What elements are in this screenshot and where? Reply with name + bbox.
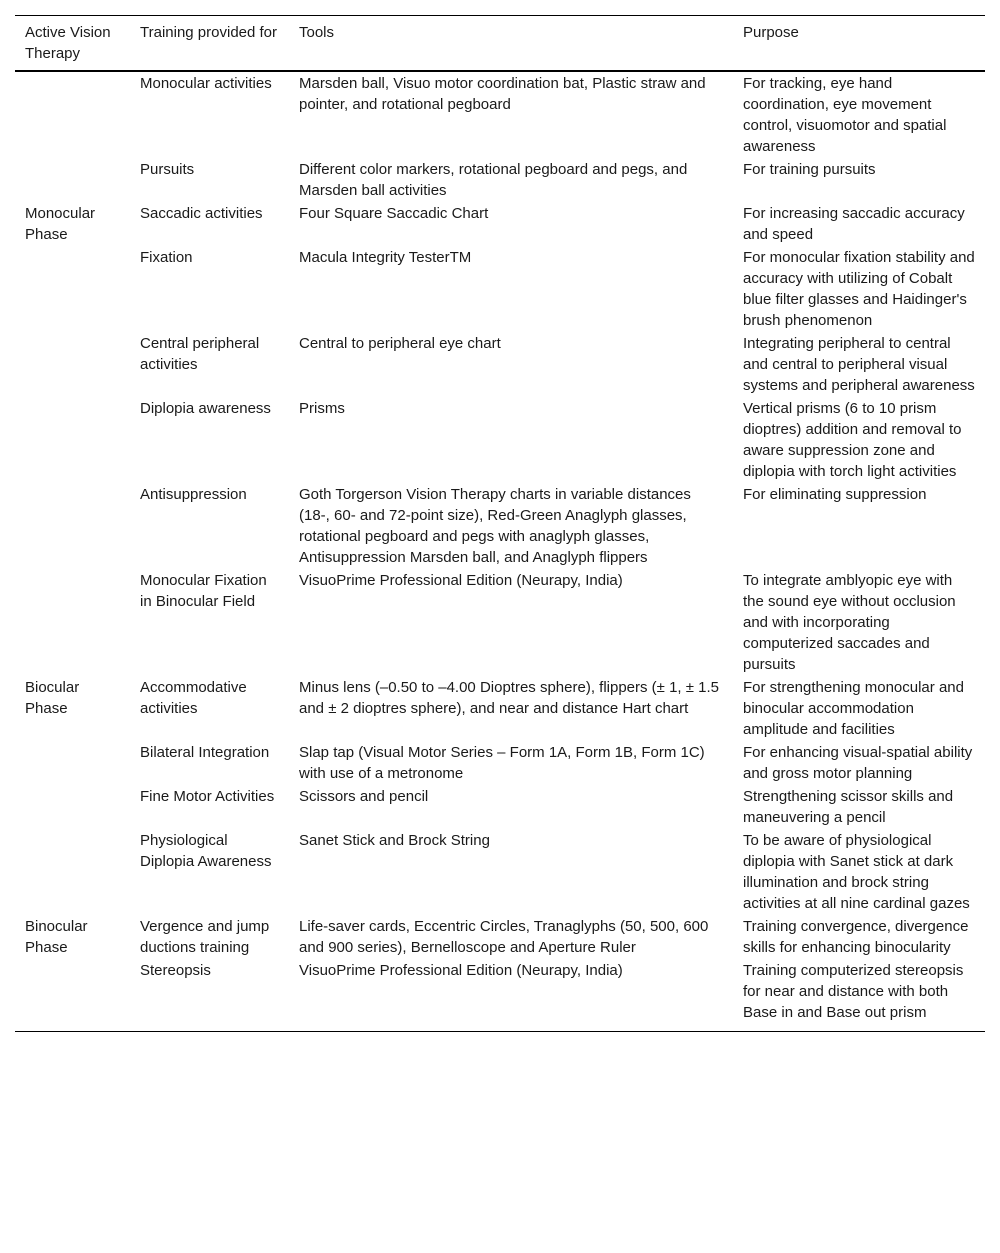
training-cell: Saccadic activities <box>140 205 263 222</box>
training-cell: Fine Motor Activities <box>140 788 275 805</box>
training-cell: Stereopsis <box>130 959 289 1032</box>
tools-cell: Slap tap (Visual Motor Series – Form 1A, Form 1B, Form 1C) with use of a metronome <box>299 744 705 782</box>
phase-cell <box>15 71 130 158</box>
tools-cell: Life-saver cards, Eccentric Circles, Tranaglyphs (50, 500, 600 and 900 series), Bernelloscope and Aperture Ruler <box>299 918 709 956</box>
tools-cell: Prisms <box>299 400 345 417</box>
tools-cell: Different color markers, rotational pegboard and pegs, and Marsden ball activities <box>299 161 688 199</box>
table-row <box>15 829 985 915</box>
purpose-cell: To be aware of physiological diplopia with Sanet stick at dark illumination and brock string activities at all nine cardinal gazes <box>743 832 970 912</box>
header-training-provided-for: Training provided for <box>130 16 289 72</box>
table-row <box>15 71 985 158</box>
phase-cell: Binocular Phase <box>25 918 88 956</box>
training-cell: Accommodative activities <box>140 679 247 717</box>
table-row <box>15 483 985 569</box>
table-body <box>15 71 985 1032</box>
table-row <box>15 397 985 483</box>
training-cell: Fixation <box>140 249 193 266</box>
purpose-cell: For strengthening monocular and binocular accommodation amplitude and facilities <box>743 679 964 738</box>
phase-cell <box>15 741 130 785</box>
training-cell: Bilateral Integration <box>140 744 270 761</box>
purpose-cell: Vertical prisms (6 to 10 prism dioptres) addition and removal to aware suppression zone and diplopia with torch light activities <box>743 400 962 480</box>
purpose-cell: Training convergence, divergence skills for enhancing binocularity <box>743 918 969 956</box>
vision-therapy-table <box>15 15 985 1032</box>
tools-cell: Four Square Saccadic Chart <box>299 205 489 222</box>
table-row <box>15 158 985 202</box>
phase-cell <box>15 785 130 829</box>
training-cell: Antisuppression <box>140 486 247 503</box>
purpose-cell: For training pursuits <box>743 161 876 178</box>
phase-cell <box>15 569 130 676</box>
table-header <box>15 16 985 72</box>
phase-cell <box>15 397 130 483</box>
table-row <box>15 246 985 332</box>
purpose-cell: For eliminating suppression <box>743 486 927 503</box>
purpose-cell: To integrate amblyopic eye with the sound eye without occlusion and with incorporating computerized saccades and pursuits <box>743 572 956 673</box>
tools-cell: Goth Torgerson Vision Therapy charts in variable distances (18-, 60- and 72-point size), Red-Green Anaglyph glasses, rotational pegboard and pegs with anaglyph glasses, Antisuppression Marsden ball, and Anaglyph flippers <box>299 486 691 566</box>
training-cell: Diplopia awareness <box>140 400 271 417</box>
training-cell: Monocular activities <box>140 75 272 92</box>
tools-cell: Marsden ball, Visuo motor coordination bat, Plastic straw and pointer, and rotational pegboard <box>299 75 706 113</box>
header-active-vision-therapy: Active Vision Therapy <box>15 16 130 72</box>
phase-cell <box>15 246 130 332</box>
training-cell: Monocular Fixation in Binocular Field <box>140 572 267 610</box>
table-row <box>15 332 985 397</box>
purpose-cell: Training computerized stereopsis for near and distance with both Base in and Base out prism <box>733 959 985 1032</box>
training-cell: Physiological Diplopia Awareness <box>140 832 272 870</box>
table-row <box>15 676 985 741</box>
purpose-cell: Integrating peripheral to central and central to peripheral visual systems and peripheral awareness <box>743 335 975 394</box>
table-row <box>15 569 985 676</box>
purpose-cell: For increasing saccadic accuracy and speed <box>743 205 965 243</box>
training-cell: Central peripheral activities <box>140 335 260 373</box>
phase-cell: Biocular Phase <box>25 679 80 717</box>
phase-cell <box>15 158 130 202</box>
tools-cell: VisuoPrime Professional Edition (Neurapy, India) <box>299 572 623 589</box>
purpose-cell: For monocular fixation stability and accuracy with utilizing of Cobalt blue filter glasses and Haidinger's brush phenomenon <box>743 249 975 329</box>
tools-cell: Central to peripheral eye chart <box>299 335 501 352</box>
phase-cell <box>15 483 130 569</box>
training-cell: Pursuits <box>140 161 195 178</box>
tools-cell: Scissors and pencil <box>299 788 429 805</box>
table-row <box>15 915 985 959</box>
purpose-cell: For tracking, eye hand coordination, eye movement control, visuomotor and spatial awareness <box>743 75 947 155</box>
table-row <box>15 741 985 785</box>
tools-cell: Sanet Stick and Brock String <box>299 832 490 849</box>
phase-cell <box>15 332 130 397</box>
purpose-cell: Strengthening scissor skills and maneuvering a pencil <box>743 788 954 826</box>
phase-cell <box>15 959 130 1032</box>
phase-cell: Monocular Phase <box>25 205 96 243</box>
table-row <box>15 202 985 246</box>
training-cell: Vergence and jump ductions training <box>140 918 270 956</box>
phase-cell <box>15 829 130 915</box>
header-tools: Tools <box>289 16 733 72</box>
table-row <box>15 959 985 1032</box>
tools-cell: Minus lens (–0.50 to –4.00 Dioptres sphere), flippers (± 1, ± 1.5 and ± 2 dioptres sphere), and near and distance Hart chart <box>299 679 720 717</box>
table-row <box>15 785 985 829</box>
purpose-cell: For enhancing visual-spatial ability and gross motor planning <box>743 744 973 782</box>
header-row <box>15 16 985 72</box>
header-purpose: Purpose <box>733 16 985 72</box>
tools-cell: VisuoPrime Professional Edition (Neurapy, India) <box>289 959 733 1032</box>
tools-cell: Macula Integrity TesterTM <box>299 249 472 266</box>
